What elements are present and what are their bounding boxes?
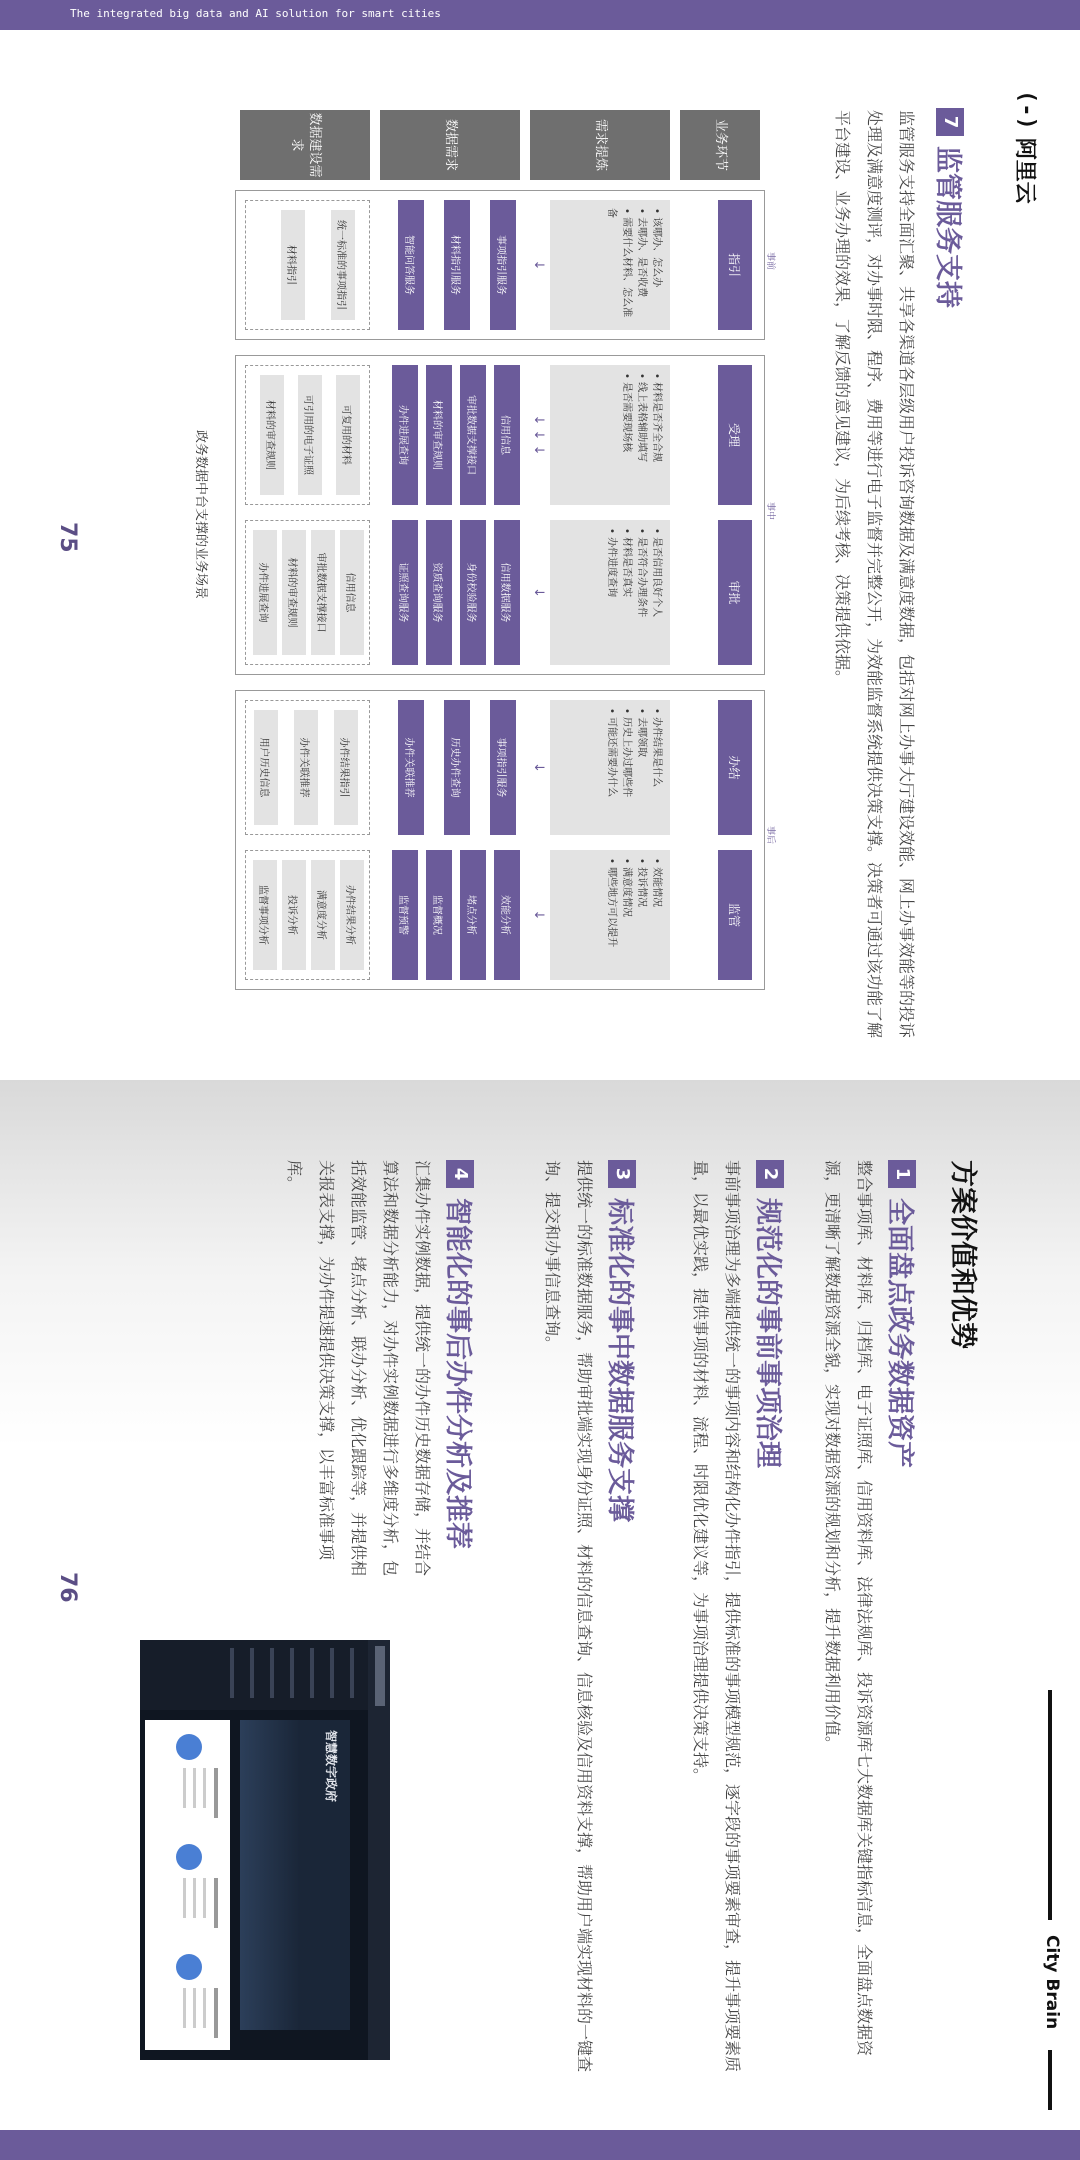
need-item: • 去哪办、是否收费 — [634, 208, 649, 322]
arrow-down-icon: ↓ ↓ ↓ — [531, 414, 546, 456]
brand-divider — [1048, 1690, 1052, 1920]
standard-item: 可引用的电子证照 — [298, 375, 322, 495]
need-item: • 需要什么材料、怎么准备 — [604, 208, 634, 322]
need-item: • 是否需要现场核 — [619, 373, 634, 497]
cube-icon — [176, 1734, 202, 1760]
arrow-down-icon: ↓ — [531, 762, 546, 773]
needs-box-accept — [550, 365, 670, 505]
arrow-down-icon: ↓ — [531, 909, 546, 921]
row-label-data-need: 数据需求 — [380, 110, 520, 180]
service-block: 效能分析 — [494, 850, 520, 980]
page-76 — [0, 1080, 1080, 2130]
section-paragraph: 监管服务支持全面汇聚、共享各渠道各层级用户投诉咨询数据及满意度数据，包括对网上办事大厅建设效能、网上办事效能等的投诉处理及满意度测评，对办事时限、程序、费用等进行电子监督并完整公开，为效能监督系统提供决策支撑。决策者可通过该功能了解平台建设、业务办理的效果，了解反馈的意见建议，为后续考核、决策提供依据。 — [833, 110, 916, 1039]
need-item: • 办件结果是什么 — [649, 708, 664, 827]
col-head-accept: 受理 — [718, 365, 752, 505]
dashboard-screenshot — [140, 1640, 390, 2060]
service-block: 办件进展查询 — [392, 365, 418, 505]
screenshot-card — [152, 1838, 222, 1933]
aliyun-logo — [1011, 90, 1042, 204]
service-block: 身份校验服务 — [460, 520, 486, 665]
cube-icon — [176, 1954, 202, 1980]
standard-item: 办件关联推荐 — [294, 710, 318, 825]
block-title: 标准化的事中数据服务支撑 — [604, 1198, 635, 1522]
logo-text: 阿里云 — [1012, 137, 1037, 204]
service-block: 信用信息 — [494, 365, 520, 505]
standard-item: 用户历史信息 — [254, 710, 278, 825]
need-item: • 是否符合办理条件 — [634, 528, 649, 657]
service-block: 材料指引服务 — [444, 200, 470, 330]
block-title: 智能化的事后办件分析及推荐 — [442, 1198, 473, 1549]
page-75-content — [0, 30, 1080, 1080]
page-title: 方案价值和优势 — [947, 1160, 978, 1349]
screenshot-topbar — [368, 1640, 390, 2060]
need-item: • 可能还需要办什么 — [604, 708, 619, 827]
need-item: • 是否信用良好个人 — [649, 528, 664, 657]
business-scenario-diagram — [100, 110, 775, 990]
service-block: 信用数据服务 — [494, 520, 520, 665]
need-item: • 满意度情况 — [619, 858, 634, 972]
standard-item: 统一标准的事项指引 — [331, 210, 355, 320]
standard-item: 材料的审查规则 — [282, 530, 306, 655]
phase-tag-after: 事后 — [765, 826, 775, 845]
screenshot-hero — [240, 1720, 350, 2030]
row-label-business: 业务环节 — [680, 110, 760, 180]
standard-item: 办件结果分析 — [340, 860, 364, 970]
cube-icon — [176, 1844, 202, 1870]
need-item: • 材料是否真实 — [619, 528, 634, 657]
needs-box-approve — [550, 520, 670, 665]
need-item: • 办件进度查询 — [604, 528, 619, 657]
block-paragraph: 提供统一的标准数据服务，帮助审批端实现身份证照、材料的信息查询、信息核验及信用资料支撑，帮助用户端实现材料的一键查询、提交和办事信息查询。 — [543, 1160, 594, 2073]
service-block: 证照查询服务 — [392, 520, 418, 665]
need-item: • 线上表格辅助填写 — [634, 373, 649, 497]
row-label-data-build: 数据建设需求 — [240, 110, 370, 180]
service-block: 历史办件查询 — [444, 700, 470, 835]
service-block: 监督预警 — [392, 850, 418, 980]
block-number: 4 — [447, 1160, 475, 1188]
phase-tag-before: 事前 — [765, 252, 775, 271]
top-band — [0, 0, 1080, 30]
need-item: • 投诉情况 — [634, 858, 649, 972]
block-1-heading — [883, 1160, 922, 1468]
screenshot-logo — [375, 1646, 385, 1706]
diagram-caption: 政务数据中台支撑的业务场景 — [193, 430, 208, 600]
col-head-guide: 指引 — [718, 200, 752, 330]
need-item: • 效能情况 — [649, 858, 664, 972]
standard-item: 满意度分析 — [311, 860, 335, 970]
service-block: 监督概况 — [426, 850, 452, 980]
standard-item: 材料指引 — [281, 210, 305, 320]
need-item: • 去哪领取 — [634, 708, 649, 827]
service-block: 审批数据支撑接口 — [460, 365, 486, 505]
service-block: 堵点分析 — [460, 850, 486, 980]
page-75 — [0, 30, 1080, 1080]
page-76-content — [0, 1080, 1080, 2130]
need-item: • 该哪办、怎么办 — [649, 208, 664, 322]
standard-item: 材料的审查规则 — [260, 375, 284, 495]
screenshot-cards — [145, 1720, 230, 2050]
standard-item: 办件进展查询 — [253, 530, 277, 655]
row-label-requirement: 需求提炼 — [530, 110, 670, 180]
need-item: • 材料是否齐全合规 — [649, 373, 664, 497]
standard-item: 办件结果指引 — [334, 710, 358, 825]
service-block: 材料的审查规则 — [426, 365, 452, 505]
page-number: 75 — [55, 522, 80, 553]
block-paragraph: 事前事项治理为多端提供统一的事项内容和结构化办件指引，提供标准的事项模型规范，逐字段的事项要素审查，提升事项要素质量，以最优实践，提供事项的材料、流程、时限优化建议等，为事项治理提供决策支持。 — [691, 1160, 742, 2073]
block-paragraph: 汇集办件实例数据，提供统一的办件历史数据存储，并结合算法和数据分析能力，对办件实例数据进行多维度分析，包括效能监管、堵点分析、联办分析、优化跟踪等，并提供相关报表支撑，为办件提速提供决策支撑，以丰富标准事项库。 — [285, 1160, 432, 1577]
need-item: • 历史上办过哪些件 — [619, 708, 634, 827]
col-head-complete: 办结 — [718, 700, 752, 835]
block-paragraph: 整合事项库、材料库、归档库、电子证照库、信用资料库、法律法规库、投诉资源库七大数据库关键指标信息，全面盘点数据资源，更清晰了解数据资源全貌，实现对数据资源的规划和分析，提升数据利用价值。 — [823, 1160, 874, 2057]
need-item: • 哪些地方可以提升 — [604, 858, 619, 972]
standard-item: 投诉分析 — [282, 860, 306, 970]
col-head-approve: 审批 — [718, 520, 752, 665]
service-block: 事项指引服务 — [490, 700, 516, 835]
col-head-supervise: 监管 — [718, 850, 752, 980]
standard-item: 可复用的材料 — [336, 375, 360, 495]
brand-label: City Brain — [1042, 1935, 1062, 2030]
standard-item: 信用信息 — [340, 530, 364, 655]
block-number: 3 — [609, 1160, 637, 1188]
aliyun-logo-icon: (-) — [1014, 90, 1039, 130]
block-number: 2 — [757, 1160, 785, 1188]
block-number: 1 — [889, 1160, 917, 1188]
section-7-heading — [931, 108, 970, 308]
screenshot-card — [152, 1948, 222, 2043]
screenshot-card — [152, 1728, 222, 1823]
bottom-band — [0, 2130, 1080, 2160]
standard-item: 监督事项分析 — [253, 860, 277, 970]
block-title: 全面盘点政务数据资产 — [884, 1198, 915, 1468]
service-block: 事项指引服务 — [490, 200, 516, 330]
section-number: 7 — [937, 108, 965, 136]
block-4-heading — [441, 1160, 480, 1549]
needs-box-complete — [550, 700, 670, 835]
block-2-heading — [751, 1160, 790, 1468]
city-skyline-image — [240, 1720, 300, 2030]
page-number: 76 — [55, 1572, 80, 1603]
section-title: 监管服务支持 — [932, 146, 963, 308]
brand-divider — [1048, 2050, 1052, 2110]
screenshot-title: 智慧数字政府 — [324, 1730, 338, 1803]
screenshot-sidebar — [140, 1640, 368, 1710]
service-block: 智能问答服务 — [398, 200, 424, 330]
arrow-down-icon: ↓ — [531, 259, 546, 271]
needs-box-supervise — [550, 850, 670, 980]
needs-box-guide — [550, 200, 670, 330]
standard-item: 审批数据支撑接口 — [311, 530, 335, 655]
arrow-down-icon: ↓ — [531, 587, 546, 598]
block-3-heading — [603, 1160, 642, 1522]
service-block: 办件关联推荐 — [398, 700, 424, 835]
block-title: 规范化的事前事项治理 — [752, 1198, 783, 1468]
tagline: The integrated big data and AI solution for smart cities — [70, 7, 441, 20]
phase-tag-during: 事中 — [765, 502, 775, 521]
service-block: 资质查询服务 — [426, 520, 452, 665]
